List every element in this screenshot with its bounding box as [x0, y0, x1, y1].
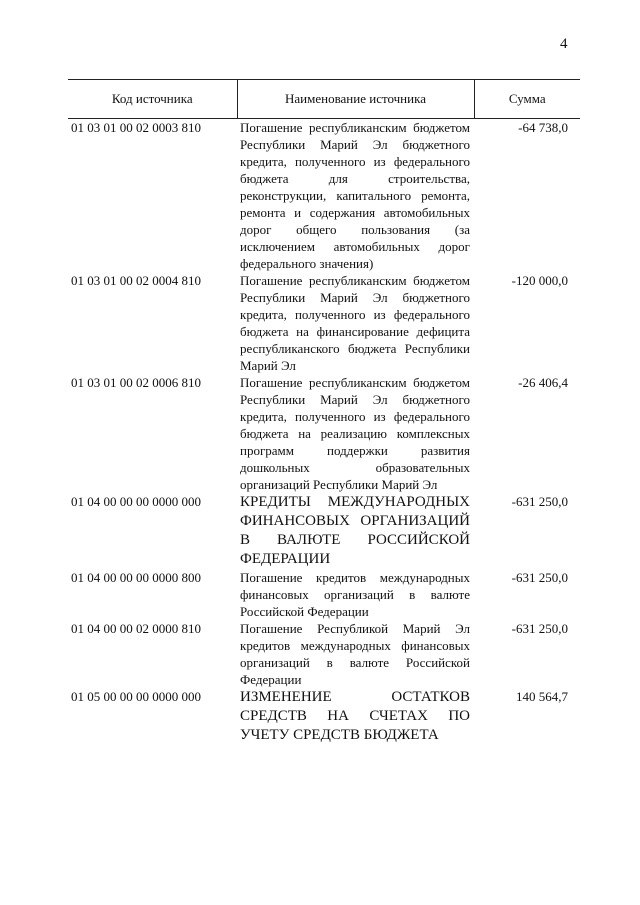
- source-code: 01 03 01 00 02 0003 810: [71, 120, 201, 135]
- page-number: 4: [560, 36, 568, 52]
- source-name: ИЗМЕНЕНИЕ ОСТАТКОВ СРЕДСТВ НА СЧЕТАХ ПО УЧЕТУ СРЕДСТВ БЮДЖЕТА: [240, 689, 470, 743]
- source-code: 01 04 00 00 00 0000 000: [71, 494, 201, 509]
- table-row: [68, 493, 580, 569]
- source-code: 01 03 01 00 02 0006 810: [71, 375, 201, 390]
- header-code: Код источника: [68, 80, 237, 119]
- source-name: КРЕДИТЫ МЕЖДУНАРОДНЫХ ФИНАНСОВЫХ ОРГАНИЗАЦИЙ В ВАЛЮТЕ РОССИЙСКОЙ ФЕДЕРАЦИИ: [240, 494, 470, 567]
- source-amount: -631 250,0: [511, 621, 568, 636]
- source-code: 01 04 00 00 02 0000 810: [71, 621, 201, 636]
- table-header-row: [68, 80, 580, 119]
- table-row: [68, 374, 580, 493]
- source-name: Погашение Республикой Марий Эл кредитов международных финансовых организаций в валюте Российской Федерации: [240, 621, 470, 687]
- table-row: [68, 620, 580, 688]
- source-amount: 140 564,7: [516, 689, 568, 704]
- table-row: [68, 688, 580, 745]
- source-amount: -631 250,0: [511, 570, 568, 585]
- source-amount: -120 000,0: [511, 273, 568, 288]
- header-name: Наименование источника: [237, 80, 474, 119]
- sources-table: [68, 79, 580, 745]
- source-name: Погашение республиканским бюджетом Республики Марий Эл бюджетного кредита, полученного из федерального бюджета на реализацию комплексных программ поддержки развития дошкольных образовательных организаций Республики Марий Эл: [240, 375, 470, 492]
- source-code: 01 05 00 00 00 0000 000: [71, 689, 201, 704]
- table-row: [68, 272, 580, 374]
- source-name: Погашение кредитов международных финансовых организаций в валюте Российской Федерации: [240, 570, 470, 619]
- table-row: [68, 569, 580, 620]
- source-name: Погашение республиканским бюджетом Республики Марий Эл бюджетного кредита, полученного из федерального бюджета на финансирование дефицита республиканского бюджета Республики Марий Эл: [240, 273, 470, 373]
- source-amount: -26 406,4: [518, 375, 568, 390]
- table-row: [68, 119, 580, 273]
- source-name: Погашение республиканским бюджетом Республики Марий Эл бюджетного кредита, полученного из федерального бюджета для строительства, реконструкции, капитального ремонта, ремонта и содержания автомобильных дорог общего пользования (за исключением автомобильных дорог федерального значения): [240, 120, 470, 271]
- header-amount: Сумма: [474, 80, 580, 119]
- source-amount: -64 738,0: [518, 120, 568, 135]
- source-amount: -631 250,0: [511, 494, 568, 509]
- source-code: 01 04 00 00 00 0000 800: [71, 570, 201, 585]
- source-code: 01 03 01 00 02 0004 810: [71, 273, 201, 288]
